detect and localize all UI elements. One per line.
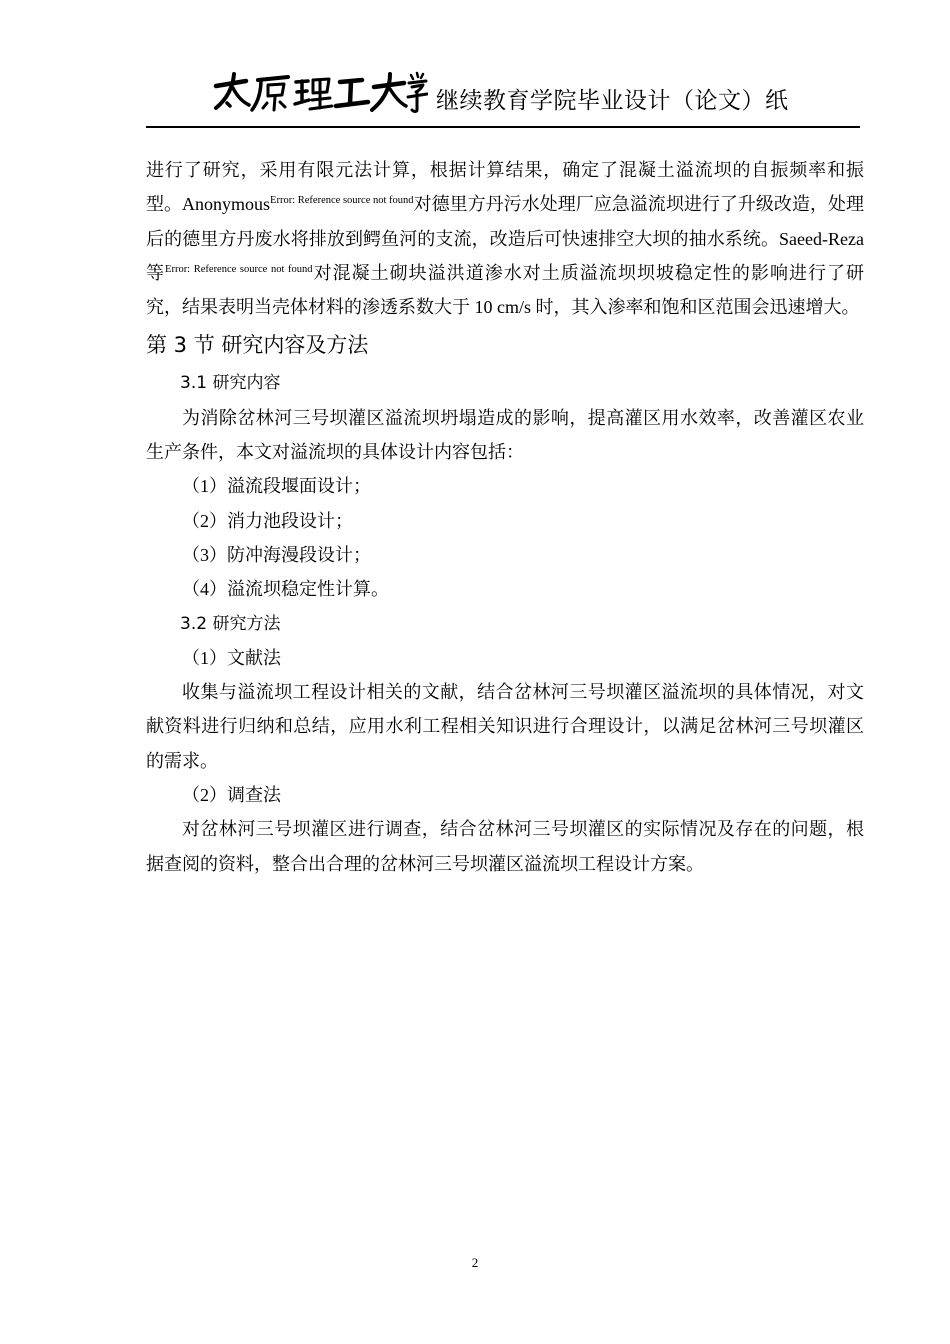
paragraph-text: 对混凝土砌块溢洪道渗水对土质溢流坝坝坡稳定性的影响进行了研究，结果表明当壳体材料的渗透系数大于 10 cm/s 时，其入渗率和饱和区范围会迅速增大。 — [146, 262, 865, 318]
list-item: （3）防冲海漫段设计； — [182, 544, 371, 565]
subsection-heading-methods: 3.2 研究方法 — [180, 613, 281, 634]
paragraph-text: 对德里方丹污水处理厂应急溢流坝进行了升级改造，处理后的德里方丹废水将排放到鳄鱼河的支流，改造后可快速排空大坝的抽水系统。Saeed-Reza 等 — [146, 194, 865, 283]
paragraph-content-intro: 为消除岔林河三号坝灌区溢流坝坍塌造成的影响，提高灌区用水效率，改善灌区农业生产条件，本文对溢流坝的具体设计内容包括： — [146, 407, 864, 463]
reference-error: Error: Reference source not found — [270, 195, 414, 207]
list-item: （1）溢流段堰面设计； — [182, 476, 371, 497]
document-body — [146, 153, 864, 881]
university-calligraphy-logo — [212, 70, 428, 116]
reference-error: Error: Reference source not found — [165, 264, 313, 276]
list-item: （2）消力池段设计； — [182, 510, 353, 531]
paragraph-literature-method: 收集与溢流坝工程设计相关的文献，结合岔林河三号坝灌区溢流坝的具体情况，对文献资料进行归纳和总结，应用水利工程相关知识进行合理设计，以满足岔林河三号坝灌区的需求。 — [146, 682, 864, 771]
paragraph-text: 进行了研究，采用有限元法计算，根据计算结果，确定了混凝土溢流坝的自振频率和振型。Anonymous — [146, 160, 864, 215]
section-heading: 第 3 节 研究内容及方法 — [146, 333, 369, 358]
page-header — [146, 70, 860, 128]
header-title: 继续教育学院毕业设计（论文）纸 — [436, 88, 789, 113]
list-item: （4）溢流坝稳定性计算。 — [182, 579, 389, 600]
paragraph-literature-review — [146, 153, 864, 324]
method-title-survey: （2）调查法 — [182, 785, 281, 806]
paragraph-survey-method: 对岔林河三号坝灌区进行调查，结合岔林河三号坝灌区的实际情况及存在的问题，根据查阅的资料，整合出合理的岔林河三号坝灌区溢流坝工程设计方案。 — [146, 819, 864, 874]
page-number: 2 — [471, 1255, 479, 1270]
subsection-heading-content: 3.1 研究内容 — [180, 373, 281, 394]
method-title-literature: （1）文献法 — [182, 647, 281, 668]
